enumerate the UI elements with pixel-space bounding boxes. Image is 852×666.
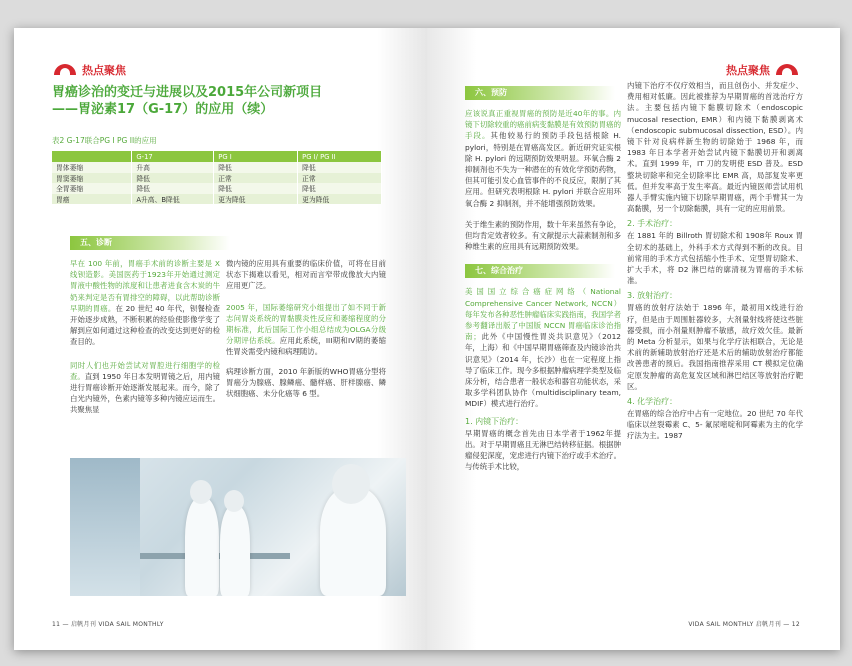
title-line-1: 胃癌诊治的变迁与进展以及2015年公司新项目 [52, 85, 323, 100]
subheading: 4. 化学治疗： [627, 397, 678, 407]
table-cell: 降低 [298, 162, 382, 173]
body-text: 在 20 世纪 40 年代，钡餐检查开始逐步成熟，不断积累的经验使影像学变了解到应如何通过这种检查的改变达到更好的检查目的。 [70, 303, 220, 347]
photo-figure [320, 488, 386, 596]
paragraph: 早期胃癌的概念首先由日本学者于1962年提出。对于早期胃癌且无淋巴结转移征据。根据肿瘤侵犯深度，宠虑进行内镜下治疗或手术治疗。与传统手术比较， [465, 428, 621, 472]
left-column-2 [226, 258, 386, 399]
lab-photo [70, 458, 406, 596]
right-column-2 [627, 80, 803, 442]
brand-label: 热点聚焦 [82, 64, 126, 77]
body-text: 直到 1950 年日本发明胃镜之后，用内镜进行胃癌诊断开始逐渐发展起来。而今，除了白光内镜外，色素内镜等多种内镜应运而生。共聚焦显 [70, 371, 220, 415]
page-footer-left: 11 — 启帆月刊 VIDA SAIL MONTHLY [52, 621, 164, 628]
table-cell: 降低 [214, 183, 298, 194]
subheading: 1. 内镜下治疗： [465, 416, 524, 426]
table-row [52, 162, 382, 173]
paragraph: 关于维生素的预防作用，数十年来虽然有争论，但均肯定效者较多。有文献提示大蒜素制剂和多种维生素的应用具有远期预防效果。 [465, 219, 621, 252]
paragraph [70, 360, 220, 416]
body-text: 其他较易行的预防手段包括根除 H. pylori，特别是在胃癌高发区。新近研究证实根除 H. pylori 的远期预防效果明显。环氧合酶 2 抑制剂也不失为一种潜在的有效化学预防药物，但其可能引发心血管事件的不良反应，限制了其应用。但研究表明根除 H. pylori 并联合应用环氧合酶 2 抑制剂，并不能增强预防效果。 [465, 131, 621, 208]
table-cell: 胃窦萎缩 [52, 173, 132, 184]
body-text: 此外《中国慢性胃炎共识意见》（2012 年，上海）和《中国早期胃癌筛查及内镜诊治共识意见》（2014 年，长沙）也在一定程度上指导了临床工作。现今多根据肿瘤病理学类型及临床分析，结合患者一般状态和器官功能状态，采取多学科团队协作（multidisciplinary team, MDIF）模式进行治疗。 [465, 332, 621, 409]
table-cell: 正常 [298, 173, 382, 184]
table-row [52, 194, 382, 205]
table-header-cell: G-17 [132, 151, 214, 162]
table-header-cell [52, 151, 132, 162]
photo-window [70, 458, 140, 596]
table-row [52, 173, 382, 184]
table-cell: 降低 [214, 162, 298, 173]
table-row [52, 183, 382, 194]
highlight-text: 应该说真正重视胃癌的预防是近40年的事。内镜下切除较重的癌前病变黏膜是有效预防胃癌的手段。 [465, 109, 621, 141]
table-cell: 更为降低 [298, 194, 382, 205]
table-header-row [52, 151, 382, 162]
paragraph: 在胃癌的综合治疗中占有一定地位。20 世纪 70 年代临床以丝裂霉素 C、5- 氟尿嘧啶和阿霉素为主的化学疗法为主。1987 [627, 409, 803, 441]
page-footer-right: VIDA SAIL MONTHLY 启帆月刊 — 12 [688, 621, 800, 628]
article-title [52, 84, 392, 118]
subheading: 3. 放射治疗： [627, 291, 678, 301]
comparison-table [52, 151, 382, 204]
highlight-text: 早在 100 年前，胃癌手术前的诊断主要是 X 线钡造影。美国医药于1923年开始通过测定胃液中酸性物的浓度和让患者进食含木炭的牛奶来判定是否有胃排空的障碍，以此帮助诊断早期的胃癌。 [70, 259, 220, 313]
highlight-text: 2005 年，国际萎缩研究小组提出了如不同于新志问胃炎系统的胃黏膜炎性反应和萎缩程度的分期标准，此后国际工作小组总结成为OLGA分级分期评估系统。 [226, 302, 386, 346]
brand-header-left [52, 62, 126, 78]
table-cell: 降低 [298, 183, 382, 194]
table-cell: 全胃萎缩 [52, 183, 132, 194]
photo-figure-head [332, 464, 370, 504]
table-cell: 更为降低 [214, 194, 298, 205]
photo-figure [220, 506, 250, 596]
photo-figure-head [190, 480, 212, 504]
body-text: 应用此系统，III期和IV期的萎缩性胃炎需受内镜和病理随访。 [226, 336, 386, 357]
magazine-spread [14, 28, 840, 650]
paragraph: 胃癌的放射疗法始于 1896 年，最初用X线进行治疗，但是由于周围脏器较多，大剂量射线将使这些脏器受损，而小剂量则肿瘤不敏感，故疗效欠佳。最新的 Meta 分析显示，如果与化学疗法相联合，无论是术前的新辅助放射治疗还是术后的辅助放射治疗都能改善患者的预后。我国指南推荐采用 CT 模拟定位确定原发肿瘤的高危复发区域和淋巴结区等放射治疗靶区。 [627, 303, 803, 391]
brand-header-right [726, 62, 800, 78]
left-column-1 [70, 258, 220, 416]
section-heading-prevention: 六、预防 [465, 86, 615, 100]
table-cell: 正常 [214, 173, 298, 184]
right-page [427, 28, 840, 650]
paragraph: 内镜下治疗不仅疗效相当，而且创伤小、并发症少、费用相对低廉。因此被推荐为早期胃癌的首选治疗方法。主要包括内镜下黏膜切除术（endoscopic mucosal resection, EMR）和内镜下黏膜剥离术（endoscopic submucosal dissection, ESD）。内镜下针对良病样新生物的切除始于 1968 年，而 1983 年日本学者开始尝试内镜下黏膜切开和剥离术。直到 1999 年，IT 刀的发明使 ESD 普及。ESD 整块切除率和完全切除率比 EMR 高，局部复发率更低。但并发率高于发生率高。最近内镜医师尝试用机器人手臂实施内镜下切除早期胃癌，两个手臂其一为高黏膜，另一个切除黏膜，具有一定的应用前景。 [627, 81, 803, 214]
table-header-cell: PG I/ PG II [298, 151, 382, 162]
paragraph: 微内镜的应用具有重要的临床价值，可将在目前状态下揭难以看见，相对而言窄带成像放大内镜应用更广泛。 [226, 259, 386, 291]
table-cell: 降低 [132, 173, 214, 184]
table-cell: 升高 [132, 162, 214, 173]
paragraph [70, 258, 220, 348]
photo-figure-head [224, 490, 244, 512]
table-cell: 胃癌 [52, 194, 132, 205]
table-cell: A升高、B降低 [132, 194, 214, 205]
photo-figure [185, 498, 219, 596]
left-page [14, 28, 427, 650]
paragraph [465, 108, 621, 209]
title-line-2: ——胃泌素17（G-17）的应用（续） [52, 102, 274, 117]
section-heading-diagnosis: 五、诊断 [70, 236, 230, 250]
paragraph: 在 1881 年的 Billroth 胃切除术和 1908年 Roux 胃全切术的基础上，外科手术方式得到不断的改良。目前常用的手术方式包括缩小性手术、定型胃切除术、扩大手术，将 D2 淋巴结的廓清视为胃癌的手术标准。 [627, 231, 803, 286]
paragraph [465, 286, 621, 409]
table-header-cell: PG I [214, 151, 298, 162]
section-heading-treatment: 七、综合治疗 [465, 264, 615, 278]
highlight-text: 同时人们也开始尝试对胃腔进行细胞学的检查。 [70, 360, 220, 381]
paragraph: 病理诊断方面，2010 年新版的WHO胃癌分型将胃癌分为腺癌、腺鳞癌、髓样癌、肝样腺癌、鳞状细胞癌、未分化癌等 6 型。 [226, 366, 386, 399]
highlight-text: 美国国立综合癌症网络（National Comprehensive Cancer Network, NCCN）每年发布各种恶性肿瘤临床实践指南，我国学者参考翻译出版了中国版 NCCN 胃癌临床诊治指南； [465, 287, 621, 342]
subheading: 2. 手术治疗： [627, 219, 678, 229]
brand-logo-icon [52, 64, 78, 76]
brand-label: 热点聚焦 [726, 64, 770, 77]
paragraph [226, 302, 386, 358]
table-caption: 表2 G-17联合PG I PG II的应用 [52, 136, 157, 145]
table-cell: 胃体萎缩 [52, 162, 132, 173]
brand-logo-icon [774, 64, 800, 76]
table-cell: 降低 [132, 183, 214, 194]
right-column-1 [465, 108, 621, 472]
